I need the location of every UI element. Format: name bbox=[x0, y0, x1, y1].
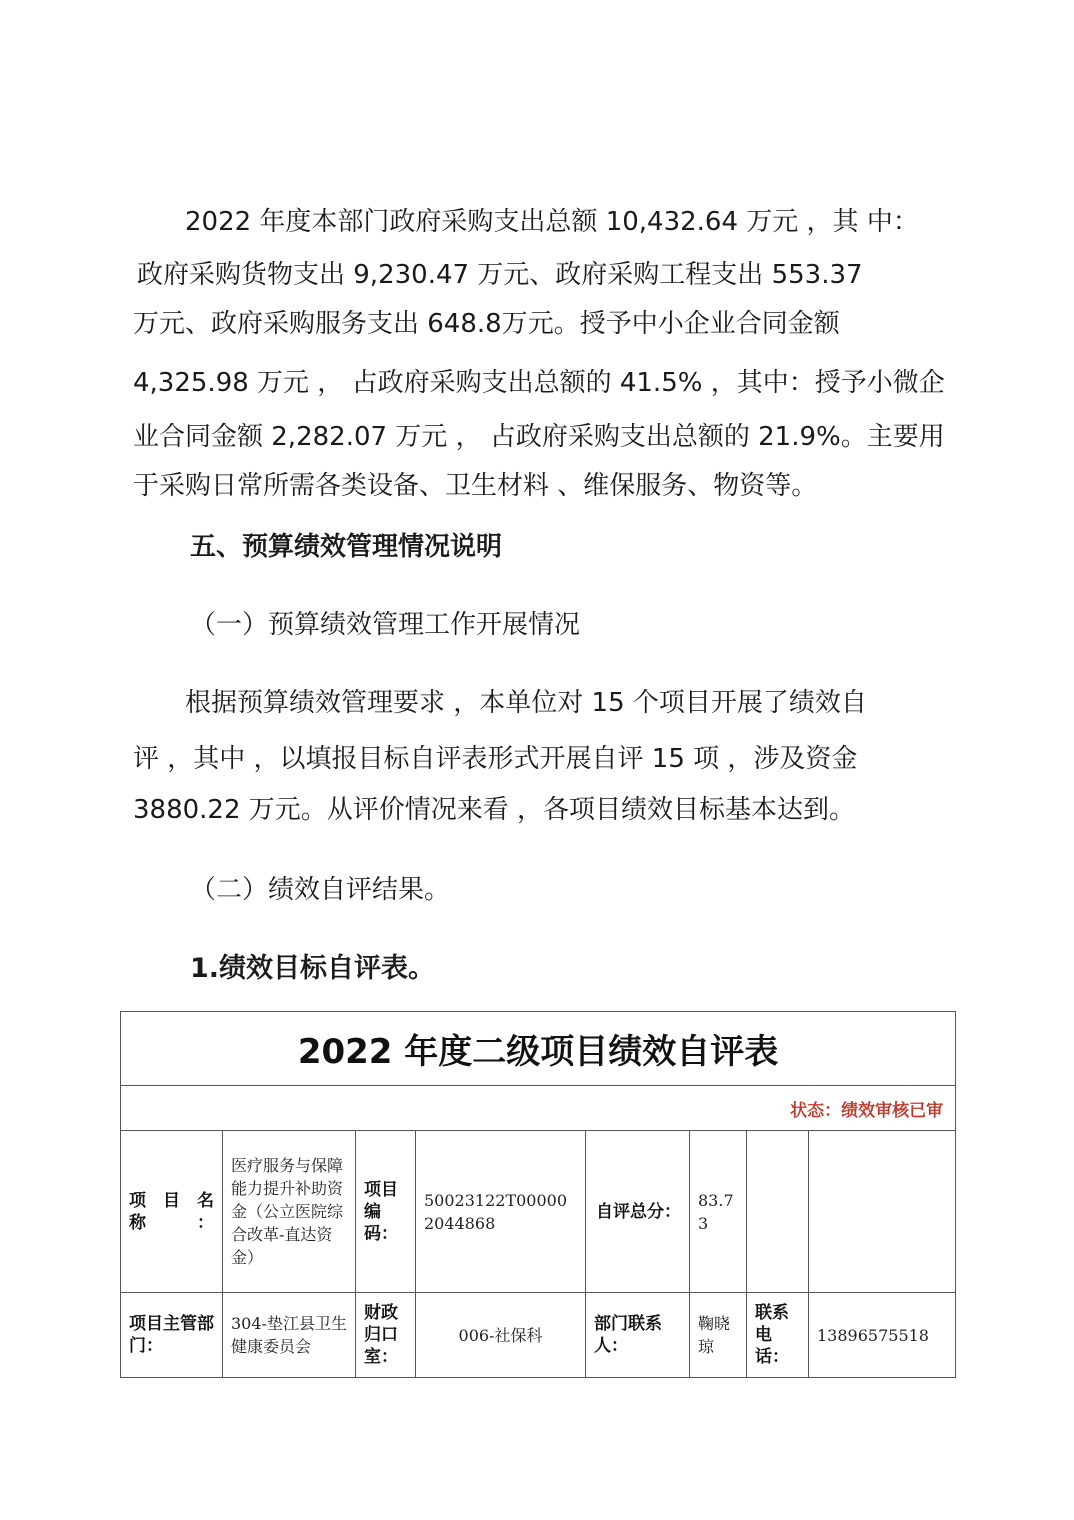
subsection-heading-1: （一）预算绩效管理工作开展情况 bbox=[190, 610, 581, 640]
contact-label: 部门联系人： bbox=[586, 1293, 690, 1378]
paragraph-line-5: 业合同金额 2,282.07 万元 ， 占政府采购支出总额的 21.9%。主要用 bbox=[133, 422, 945, 452]
finance-label: 财政归口室： bbox=[356, 1293, 416, 1378]
contact-value: 鞠晓琼 bbox=[690, 1293, 747, 1378]
self-evaluation-table bbox=[120, 1011, 956, 1378]
paragraph-line-4: 4,325.98 万元 ， 占政府采购支出总额的 41.5% ，其中：授予小微企 bbox=[133, 368, 945, 398]
score-label: 自评总分： bbox=[586, 1131, 690, 1293]
dept-value: 304-垫江县卫生健康委员会 bbox=[223, 1293, 356, 1378]
item-heading: 1.绩效目标自评表。 bbox=[190, 953, 436, 984]
project-name-label: 项 目 名称： bbox=[121, 1131, 223, 1293]
finance-value: 006-社保科 bbox=[416, 1293, 586, 1378]
section-heading: 五、预算绩效管理情况说明 bbox=[190, 532, 503, 562]
paragraph-line-1: 2022 年度本部门政府采购支出总额 10,432.64 万元 ，其 中： bbox=[185, 207, 919, 237]
phone-value: 13896575518 bbox=[809, 1293, 956, 1378]
score-value: 83.73 bbox=[690, 1131, 747, 1293]
status-badge: 状态：绩效审核已审 bbox=[121, 1086, 956, 1131]
empty-cell bbox=[809, 1131, 956, 1293]
phone-label: 联系电话： bbox=[747, 1293, 809, 1378]
paragraph-line-6: 于采购日常所需各类设备、卫生材料 、维保服务、物资等。 bbox=[133, 471, 818, 501]
section-paragraph-line-2: 评 ，其中 ，以填报目标自评表形式开展自评 15 项 ，涉及资金 bbox=[133, 744, 858, 774]
empty-cell bbox=[747, 1131, 809, 1293]
paragraph-line-2: 政府采购货物支出 9,230.47 万元、政府采购工程支出 553.37 bbox=[137, 260, 863, 290]
project-code-label: 项目编码： bbox=[356, 1131, 416, 1293]
section-paragraph-line-3: 3880.22 万元。从评价情况来看 ，各项目绩效目标基本达到。 bbox=[133, 795, 856, 825]
section-paragraph-line-1: 根据预算绩效管理要求 ，本单位对 15 个项目开展了绩效自 bbox=[185, 688, 867, 718]
project-code-value: 50023122T000002044868 bbox=[416, 1131, 586, 1293]
project-name-value: 医疗服务与保障能力提升补助资金（公立医院综合改革-直达资金） bbox=[223, 1131, 356, 1293]
paragraph-line-3: 万元、政府采购服务支出 648.8万元。授予中小企业合同金额 bbox=[133, 309, 840, 339]
subsection-heading-2: （二）绩效自评结果。 bbox=[190, 875, 451, 905]
form-title: 2022 年度二级项目绩效自评表 bbox=[121, 1012, 956, 1086]
dept-label: 项目主管部门： bbox=[121, 1293, 223, 1378]
